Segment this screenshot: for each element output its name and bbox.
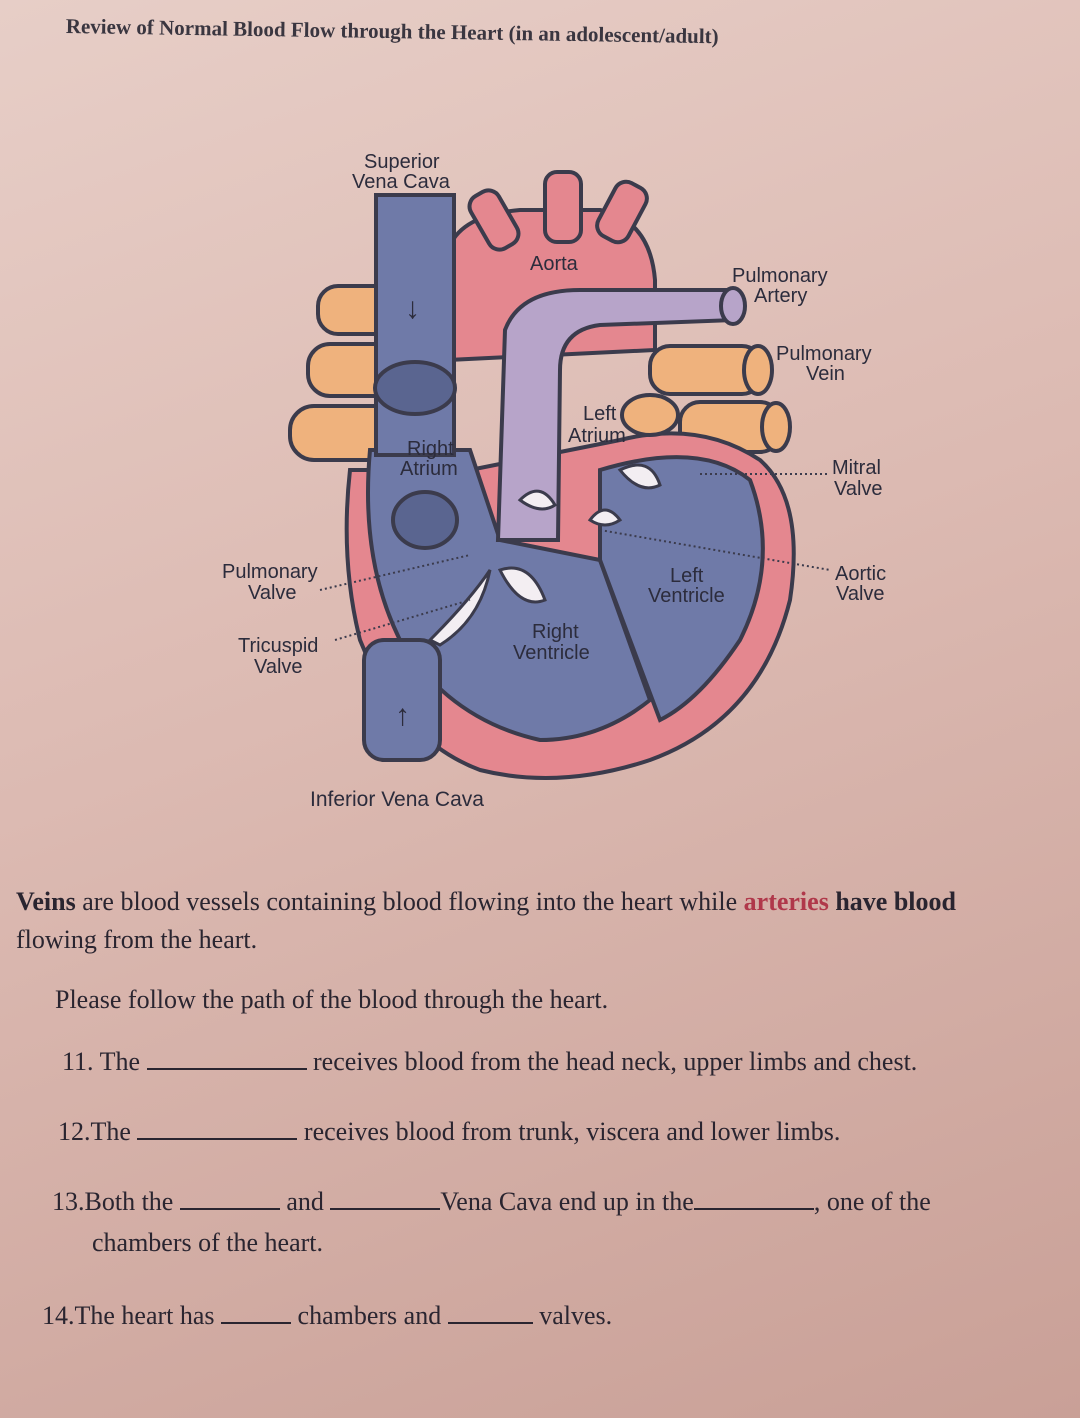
q11-prefix: 11. The (62, 1047, 140, 1076)
q11-answer-blank[interactable] (147, 1046, 307, 1070)
intro-text-3: flowing from the heart. (16, 925, 258, 954)
q12-suffix: receives blood from trunk, viscera and lower limbs. (303, 1117, 841, 1146)
down-arrow-icon: ↓ (405, 292, 420, 325)
q13-prefix: 13.Both the (52, 1187, 174, 1216)
q13-mid1: and (286, 1187, 324, 1216)
pulmonary-artery-end (721, 288, 745, 324)
intro-text-1: are blood vessels containing blood flowing into the heart while (75, 887, 744, 916)
label-pulmonary-valve-2: Valve (248, 582, 297, 604)
label-tricuspid-valve-2: Valve (254, 656, 303, 678)
coronary-sinus-opening (393, 492, 457, 548)
label-tricuspid-valve-1: Tricuspid (238, 635, 319, 657)
instruction: Please follow the path of the blood through the heart. (55, 985, 609, 1014)
q12-answer-blank[interactable] (137, 1116, 297, 1140)
question-14 (42, 1300, 612, 1331)
label-pulmonary-artery-1: Pulmonary (732, 265, 828, 287)
q14-answer-blank-1[interactable] (221, 1300, 291, 1324)
question-12 (58, 1116, 840, 1147)
label-pulmonary-artery-2: Artery (754, 285, 808, 307)
question-11 (62, 1046, 917, 1077)
label-pulmonary-vein-2: Vein (806, 363, 845, 385)
label-pulmonary-valve-1: Pulmonary (222, 561, 318, 583)
q13-mid2: Vena Cava end up in the (440, 1187, 694, 1216)
label-left-ventricle-1: Left (670, 565, 704, 587)
label-aortic-valve-2: Valve (836, 583, 885, 605)
label-right-atrium-1: Right (407, 438, 454, 460)
label-mitral-valve-1: Mitral (832, 457, 881, 479)
label-right-ventricle-2: Ventricle (513, 642, 590, 664)
superior-vena-cava (375, 195, 455, 455)
up-arrow-icon: ↑ (395, 699, 410, 732)
label-pulmonary-vein-1: Pulmonary (776, 343, 872, 365)
page-title: Review of Normal Blood Flow through the Heart (in an adolescent/adult) (65, 14, 719, 49)
q13-answer-blank-2[interactable] (330, 1186, 440, 1210)
question-13 (52, 1186, 931, 1217)
label-inferior-vena-cava: Inferior Vena Cava (310, 788, 484, 811)
q13-answer-blank-1[interactable] (180, 1186, 280, 1210)
label-superior-vena-cava-2: Vena Cava (352, 171, 450, 193)
label-left-ventricle-2: Ventricle (648, 585, 725, 607)
term-have-blood: have blood (835, 887, 956, 916)
label-left-atrium-1: Left (583, 403, 617, 425)
intro-paragraph (16, 883, 1026, 959)
q14-suffix: valves. (539, 1301, 613, 1330)
q11-suffix: receives blood from the head neck, upper limbs and chest. (313, 1047, 918, 1076)
label-mitral-valve-2: Valve (834, 478, 883, 500)
q14-mid: chambers and (297, 1301, 442, 1330)
q13-answer-blank-3[interactable] (694, 1186, 814, 1210)
q13-mid3: , one of the (813, 1187, 931, 1216)
q14-answer-blank-2[interactable] (448, 1300, 533, 1324)
left-atrium-pulmonary-vein-opening (622, 395, 678, 435)
label-right-ventricle-1: Right (532, 621, 579, 643)
question-13-line2: chambers of the heart. (92, 1228, 324, 1257)
label-left-atrium-2: Atrium (568, 425, 626, 447)
term-veins: Veins (16, 887, 76, 916)
label-right-atrium-2: Atrium (400, 458, 458, 480)
label-aorta: Aorta (530, 253, 578, 275)
inferior-vena-cava (364, 640, 440, 760)
term-arteries: arteries (743, 887, 829, 916)
q12-prefix: 12.The (58, 1117, 131, 1146)
label-aortic-valve-1: Aortic (835, 563, 887, 585)
q14-prefix: 14.The heart has (42, 1301, 215, 1330)
label-superior-vena-cava-1: Superior (364, 151, 440, 173)
